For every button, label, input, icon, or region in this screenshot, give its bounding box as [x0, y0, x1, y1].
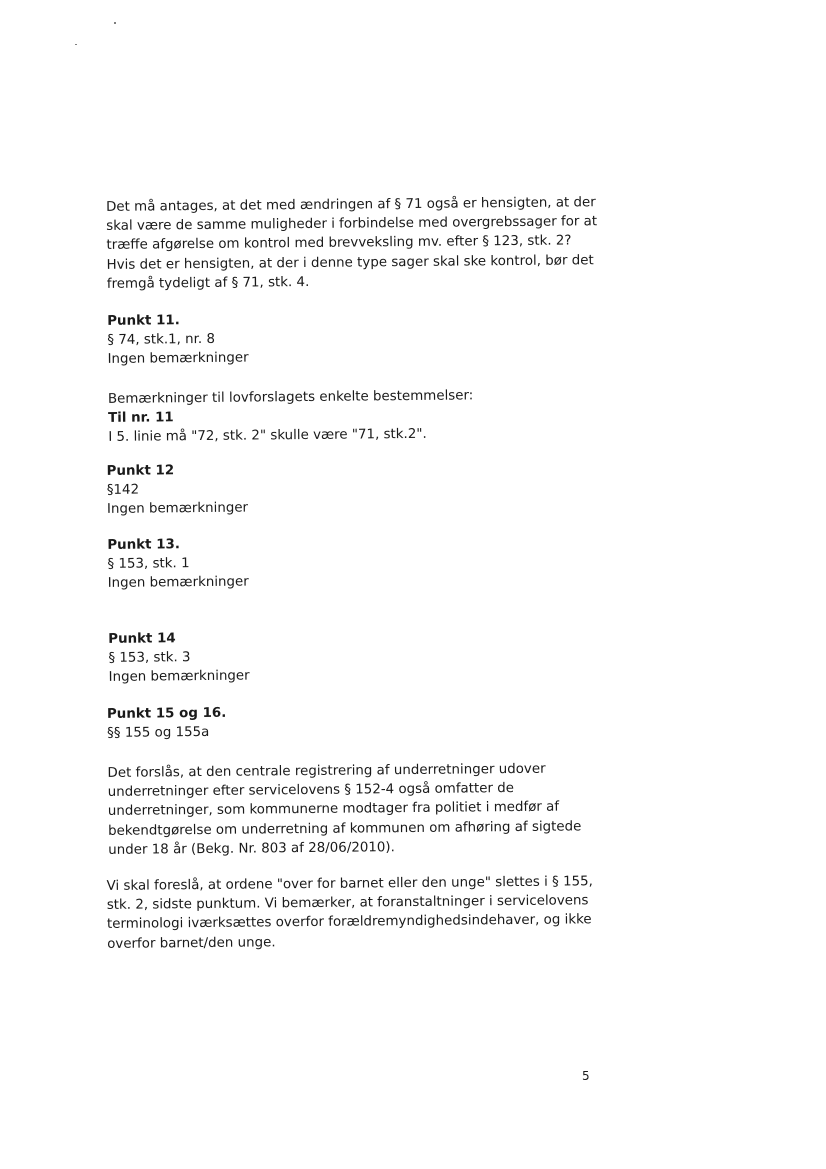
- section-heading: Punkt 14: [108, 631, 176, 647]
- section-punkt-14: [108, 629, 250, 688]
- section-note: Ingen bemærkninger: [108, 668, 250, 686]
- intro-paragraph: [106, 193, 598, 294]
- text-line: under 18 år (Bekg. Nr. 803 af 28/06/2010).: [108, 839, 395, 858]
- text-line: fremgå tydeligt af § 71, stk. 4.: [106, 274, 310, 292]
- section-heading: Punkt 15 og 16.: [106, 705, 227, 722]
- section-punkt-13: [107, 535, 249, 594]
- section-note: Ingen bemærkninger: [107, 350, 249, 368]
- section-bemaerkninger: [108, 386, 474, 447]
- section-reference: § 74, stk.1, nr. 8: [107, 332, 216, 349]
- text-line: Det forslås, at den centrale registrering af underretninger udover: [107, 761, 546, 781]
- text-line: underretninger, som kommunerne modtager fra politiet i medfør af: [107, 799, 560, 820]
- section-heading: Til nr. 11: [108, 410, 174, 427]
- section-intro: Bemærkninger til lovforslagets enkelte bestemmelser:: [107, 388, 474, 407]
- text-line: træffe afgørelse om kontrol med brevveksling mv. efter § 123, stk. 2?: [106, 233, 572, 254]
- section-reference: §§ 155 og 155a: [107, 725, 210, 742]
- text-line: Vi skal foreslå, at ordene "over for barnet eller den unge" slettes i § 155,: [106, 874, 593, 894]
- page-number: 5: [582, 1069, 590, 1083]
- scan-speck: [75, 44, 77, 45]
- registrering-paragraph: [107, 759, 581, 860]
- section-reference: § 153, stk. 1: [107, 556, 190, 573]
- scan-speck: [114, 22, 116, 24]
- section-note: Ingen bemærkninger: [106, 500, 249, 518]
- section-reference: §142: [106, 482, 140, 499]
- text-line: stk. 2, sidste punktum. Vi bemærker, at foranstaltninger i servicelovens: [106, 893, 589, 914]
- text-line: terminologi iværksættes overfor forældremyndighedsindehaver, og ikke: [106, 912, 592, 933]
- section-heading: Punkt 12: [106, 463, 175, 479]
- section-reference: § 153, stk. 3: [108, 650, 191, 667]
- section-punkt-11: [107, 311, 249, 370]
- text-line: underretninger efter servicelovens § 152-4 også omfatter de: [107, 781, 515, 801]
- section-heading: Punkt 11.: [107, 313, 180, 329]
- section-text: I 5. linie må "72, stk. 2" skulle være "71, stk.2".: [108, 427, 427, 446]
- section-punkt-15-16: [107, 704, 227, 744]
- text-line: skal være de samme muligheder i forbindelse med overgrebssager for at: [106, 214, 598, 235]
- section-punkt-12: [107, 461, 249, 520]
- section-heading: Punkt 13.: [107, 537, 180, 553]
- text-line: Det må antages, at det med ændringen af § 71 også er hensigten, at der: [106, 195, 596, 215]
- text-line: Hvis det er hensigten, at der i denne type sager skal ske kontrol, bør det: [106, 252, 594, 273]
- section-note: Ingen bemærkninger: [107, 574, 249, 592]
- foreslaa-paragraph: [107, 872, 594, 953]
- text-line: bekendtgørelse om underretning af kommunen om afhøring af sigtede: [108, 818, 582, 839]
- document-page: [96, 193, 616, 952]
- text-line: overfor barnet/den unge.: [107, 934, 276, 952]
